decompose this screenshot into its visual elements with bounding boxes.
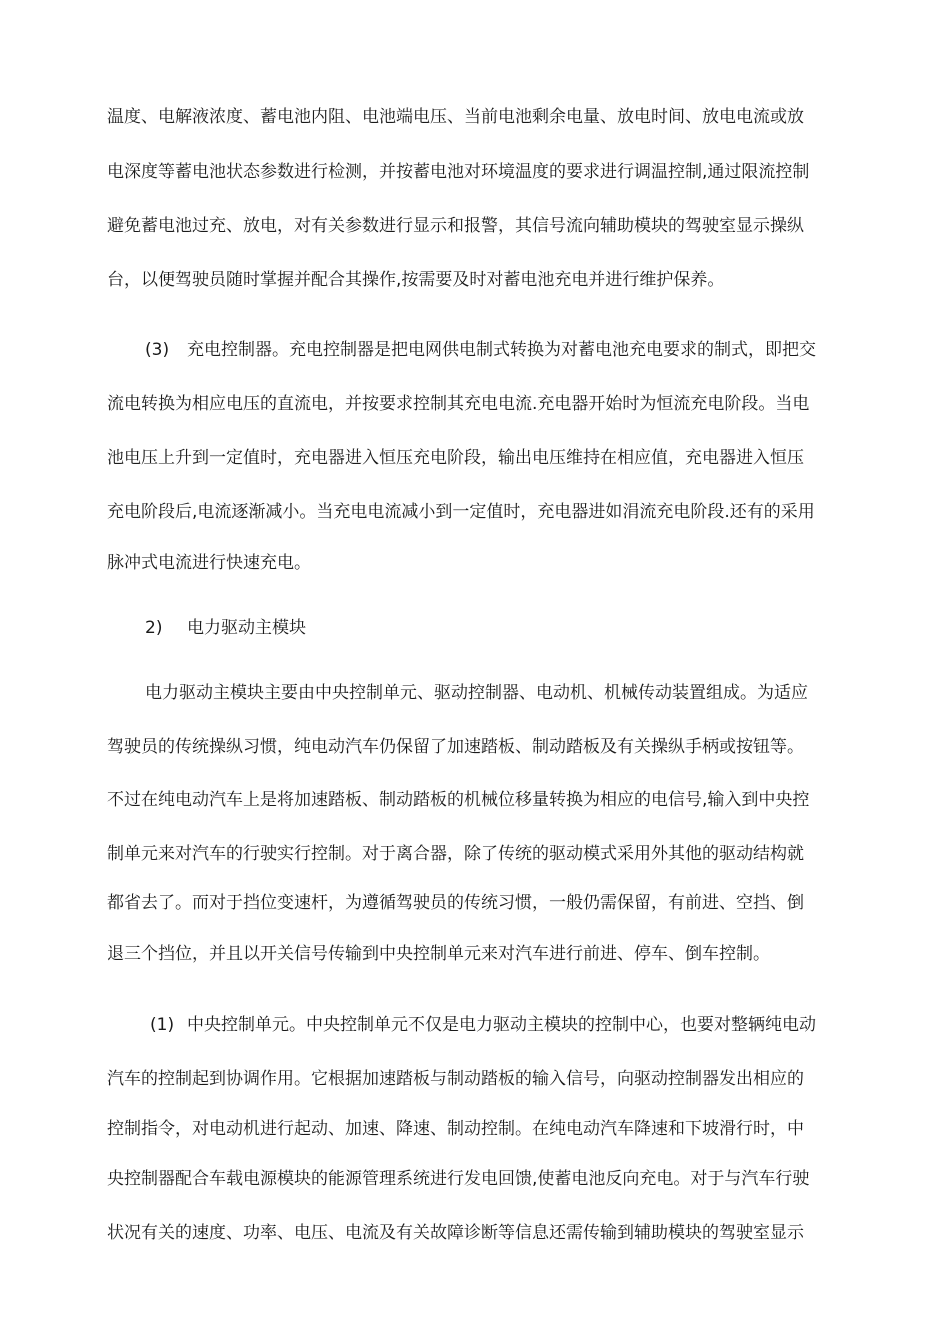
text-line: 池电压上升到一定值时，充电器进入恒压充电阶段，输出电压维持在相应值，充电器进入恒压 — [107, 448, 804, 468]
text-line: 控制指令，对电动机进行起动、加速、降速、制动控制。在纯电动汽车降速和下坡滑行时，中 — [107, 1119, 804, 1139]
text-line: 不过在纯电动汽车上是将加速踏板、制动踏板的机械位移量转换为相应的电信号,输入到中央控 — [107, 790, 810, 810]
text-line: 温度、电解液浓度、蓄电池内阻、电池端电压、当前电池剩余电量、放电时间、放电电流或放 — [107, 107, 804, 127]
text-line: 中央控制单元。中央控制单元不仅是电力驱动主模块的控制中心，也要对整辆纯电动 — [187, 1015, 816, 1035]
list-item-charger — [145, 338, 905, 362]
text-line: 流电转换为相应电压的直流电，并按要求控制其充电电流.充电器开始时为恒流充电阶段。当电 — [107, 394, 810, 414]
text-line: 都省去了。而对于挡位变速杆，为遵循驾驶员的传统习惯，一般仍需保留，有前进、空挡、倒 — [107, 893, 804, 913]
text-line: 央控制器配合车载电源模块的能源管理系统进行发电回馈,使蓄电池反向充电。对于与汽车行驶 — [107, 1169, 810, 1189]
list-number: 2) — [145, 618, 163, 638]
section-title: 电力驱动主模块 — [187, 618, 306, 638]
section-heading — [145, 616, 905, 640]
list-number: (1) — [150, 1015, 175, 1035]
text-line: 驾驶员的传统操纵习惯，纯电动汽车仍保留了加速踏板、制动踏板及有关操纵手柄或按钮等。 — [107, 737, 804, 757]
text-line: 台，以便驾驶员随时掌握并配合其操作,按需要及时对蓄电池充电并进行维护保养。 — [107, 270, 725, 290]
list-number: (3) — [145, 340, 170, 360]
text-line: 电深度等蓄电池状态参数进行检测，并按蓄电池对环境温度的要求进行调温控制,通过限流控制 — [107, 162, 810, 182]
text-line: 充电阶段后,电流逐渐减小。当充电电流减小到一定值时，充电器进如涓流充电阶段.还有的采用 — [107, 502, 815, 522]
text-line: 电力驱动主模块主要由中央控制单元、驱动控制器、电动机、机械传动装置组成。为适应 — [145, 683, 808, 703]
text-line: 充电控制器。充电控制器是把电网供电制式转换为对蓄电池充电要求的制式，即把交 — [187, 340, 816, 360]
text-line: 制单元来对汽车的行驶实行控制。对于离合器，除了传统的驱动模式采用外其他的驱动结构就 — [107, 844, 804, 864]
text-line: 汽车的控制起到协调作用。它根据加速踏板与制动踏板的输入信号，向驱动控制器发出相应的 — [107, 1069, 804, 1089]
text-line: 状况有关的速度、功率、电压、电流及有关故障诊断等信息还需传输到辅助模块的驾驶室显示 — [107, 1223, 804, 1243]
text-line: 避免蓄电池过充、放电，对有关参数进行显示和报警，其信号流向辅助模块的驾驶室显示操纵 — [107, 216, 804, 236]
text-line: 退三个挡位，并且以开关信号传输到中央控制单元来对汽车进行前进、停车、倒车控制。 — [107, 944, 770, 964]
list-item-central-control — [150, 1013, 910, 1037]
text-line: 脉冲式电流进行快速充电。 — [107, 553, 311, 573]
